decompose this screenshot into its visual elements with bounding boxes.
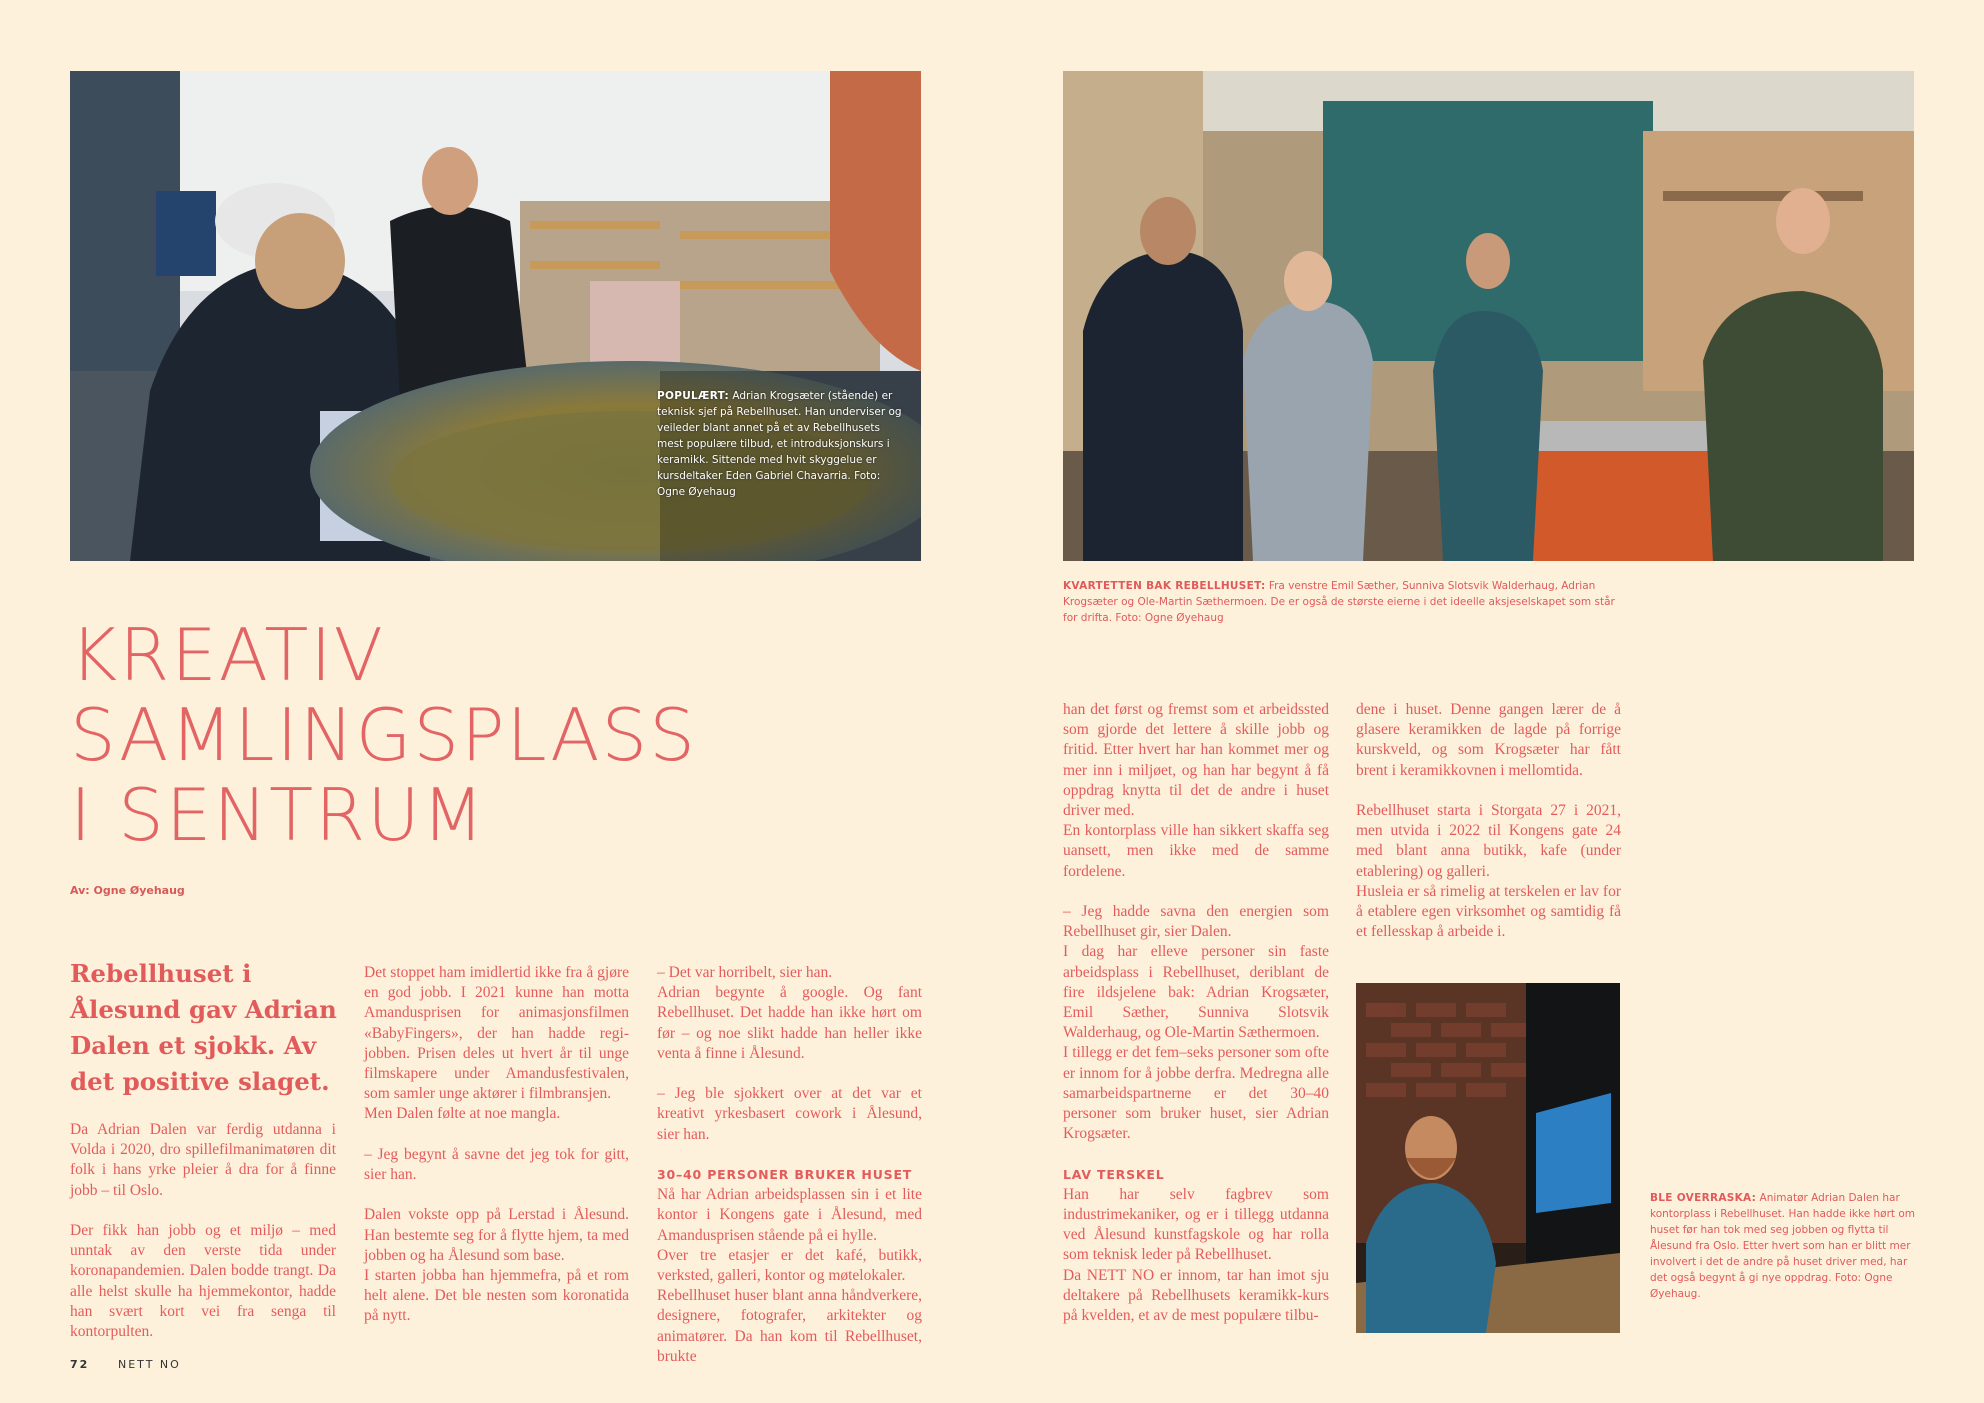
title-line: I SENTRUM	[70, 773, 487, 857]
column-3	[657, 963, 922, 1367]
photo-caption-kvartetten	[1063, 578, 1623, 626]
lead-paragraph: Rebellhuset i Ålesund gav Adrian Dalen et sjokk. Av det positive slaget.	[70, 959, 337, 1096]
paragraph: dene i huset. Denne gangen lærer de å glasere keramikken de lagde på forrige kurskveld, og som Krogsæter har fått brent i keramikkovnen i mellomtida.	[1356, 701, 1621, 779]
paragraph: – Jeg ble sjokkert over at det var et kreativt yrkesbasert cowork i Ålesund, sier han.	[657, 1085, 922, 1143]
title-line: SAMLINGSPLASS	[70, 693, 697, 777]
paragraph: I dag har elleve personer sin faste arbeidsplass i Rebellhuset, deriblant de fire ildsjelene bak: Adrian Krogsæter, Emil Sæther, Sunniva Slotsvik Walderhaug, og Ole-Martin Sæthermoen.	[1063, 943, 1329, 1042]
paragraph: Der fikk han jobb og et miljø – med unntak av den verste tida under koronapandemien. Dalen bodde trangt. Da alle helst skulle ha hjemmekontor, hadde han svært kort vei fra senga til kontorpulten.	[70, 1222, 336, 1341]
paragraph: – Jeg hadde savna den energien som Rebellhuset gir, sier Dalen.	[1063, 903, 1329, 941]
paragraph: han det først og fremst som et arbeidssted som gjorde det lettere å skille jobb og fritid. Etter hvert har han kommet mer og mer inn i miljøet, og han har begynt å få oppdrag knytta til det de andre i huset driver med.	[1063, 701, 1329, 820]
column-2	[364, 963, 629, 1327]
byline: Av: Ogne Øyehaug	[70, 884, 185, 897]
paragraph: Adrian begynte å google. Og fant Rebellhuset. Det hadde han ikke hørt om før – og noe slikt hadde han heller ikke venta å finne i Ålesund.	[657, 984, 922, 1062]
paragraph: Rebellhuset starta i Storgata 27 i 2021, men utvida i 2022 til Kongens gate 24 med blant anna butikk, kafe (under etablering) og galleri.	[1356, 802, 1621, 880]
magazine-name: NETT NO	[118, 1358, 181, 1371]
column-5	[1356, 700, 1621, 942]
caption-text: Fra venstre Emil Sæther, Sunniva Slotsvik Walderhaug, Adrian Krogsæter og Ole-Martin Sæthermoen. De er også de største eierne i det ideelle aksjeselskapet som står for drifta. Foto: Ogne Øyehaug	[1063, 580, 1615, 624]
paragraph: En kontorplass ville han sikkert skaffa seg uansett, men ikke med de samme fordelene.	[1063, 822, 1329, 880]
paragraph: I tillegg er det fem–seks personer som ofte er innom for å jobbe derfra. Medregna alle samarbeidspartnerne er det 30–40 personer som bruker huset, sier Adrian Krogsæter.	[1063, 1044, 1329, 1143]
paragraph: – Det var horribelt, sier han.	[657, 964, 833, 981]
caption-lead: KVARTETTEN BAK REBELLHUSET:	[1063, 580, 1266, 592]
caption-lead: POPULÆRT:	[657, 390, 730, 402]
paragraph: Da Adrian Dalen var ferdig utdanna i Volda i 2020, dro spillefilmanimatøren dit folk i hans yrke pleier å dra for å finne jobb – til Oslo.	[70, 1121, 336, 1199]
paragraph: Nå har Adrian arbeidsplassen sin i et lite kontor i Kongens gate i Ålesund, med Amandusprisen stående på ei hylle.	[657, 1186, 922, 1244]
caption-text: Animatør Adrian Dalen har kontorplass i Rebellhuset. Han hadde ikke hørt om huset før han tok med seg jobben og flytta til Ålesund fra Oslo. Etter hvert som han er blitt mer involvert i det de andre på huset driver med, har det også begynt å gi nye oppdrag. Foto: Ogne Øyehaug.	[1650, 1192, 1916, 1300]
paragraph: I starten jobba han hjemmefra, på et rom helt alene. Det ble nesten som koronatida på nytt.	[364, 1267, 629, 1325]
paragraph: Han har selv fagbrev som industrimekaniker, og er i tillegg utdanna ved Ålesund kunstfagskole og har rolla som teknisk leder på Rebellhuset.	[1063, 1185, 1329, 1264]
paragraph: Over tre etasjer er det kafé, butikk, verksted, galleri, kontor og møtelokaler.	[657, 1246, 922, 1285]
paragraph: Men Dalen følte at noe mangla.	[364, 1105, 561, 1123]
photo-animator	[1356, 983, 1620, 1333]
paragraph: Dalen vokste opp på Lerstad i Ålesund. Han bestemte seg for å flytte hjem, ta med jobben og ha Ålesund som base.	[364, 1206, 629, 1264]
caption-text: Adrian Krogsæter (stående) er teknisk sjef på Rebellhuset. Han underviser og veileder blant annet på et av Rebellhusets mest populære tilbud, et introduksjonskurs i keramikk. Sittende med hvit skyggelue er kursdeltaker Eden Gabriel Chavarria. Foto: Ogne Øyehaug	[657, 390, 902, 498]
article-title	[70, 615, 770, 855]
subheading: 30–40 PERSONER BRUKER HUSET	[657, 1167, 913, 1182]
column-4	[1063, 700, 1329, 1326]
paragraph: Det stoppet ham imidlertid ikke fra å gjøre en god jobb. I 2021 kunne han motta Amandusprisen for animasjonsfilmen «BabyFingers», der han hadde regi-jobben. Prisen deles ut hvert år til unge filmskapere under Amandusfestivalen, som samler unge aktører i filmbransjen.	[364, 964, 629, 1103]
page-number: 72	[70, 1358, 90, 1371]
paragraph: Da NETT NO er innom, tar han imot sju deltakere på Rebellhusets keramikk-kurs på kvelden, et av de mest populære tilbu-	[1063, 1266, 1329, 1325]
paragraph: – Jeg begynt å savne det jeg tok for gitt, sier han.	[364, 1145, 629, 1184]
paragraph: Husleia er så rimelig at terskelen er lav for å etablere egen virksomhet og samtidig få et fellesskap å arbeide i.	[1356, 882, 1621, 941]
photo-quartet	[1063, 71, 1914, 561]
subheading: LAV TERSKEL	[1063, 1166, 1165, 1182]
paragraph: Rebellhuset huser blant anna håndverkere, designere, fotografer, arkitekter og animatører. Da han kom til Rebellhuset, brukte	[657, 1287, 922, 1365]
photo-caption-ble-overraska	[1650, 1190, 1920, 1302]
caption-lead: BLE OVERRASKA:	[1650, 1192, 1757, 1204]
column-1	[70, 1120, 336, 1342]
photo-caption-populaert	[657, 388, 907, 500]
title-line: KREATIV	[70, 613, 385, 697]
